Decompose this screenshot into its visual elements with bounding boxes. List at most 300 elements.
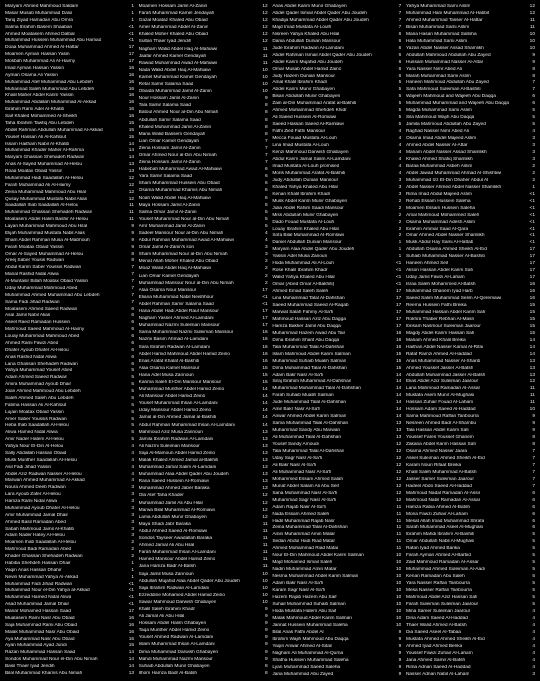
list-item [406,393,535,399]
victim-age: 5 [265,202,268,208]
victim-name: Ahmed Muhammad Tasser Al-Hattar [405,17,483,23]
list-item [139,274,268,280]
victim-age: 4 [532,608,535,614]
victim-age: 13 [396,421,402,427]
list-item [5,32,134,38]
victim-age: 6 [131,334,134,339]
victim-name: Ibrahim Rami Adel Al-Khatib [5,107,65,113]
victim-name: Issam Haitham Nabil Al-Khatib [5,141,70,147]
victim-name: Abdel Rahman Samir Salama Saad [138,301,214,307]
list-item [272,206,401,212]
victim-age: 13 [529,372,535,378]
victim-age: 16 [396,330,402,336]
victim-name: Malak Mahmoud Abdel Karim Salman [272,615,352,621]
list-item [139,61,268,67]
victim-age: 14 [262,422,268,428]
list-item [272,303,401,309]
victim-name: Taha Ibrahim Tawfiq Abu Lebdeh [5,120,74,126]
victim-name: Judy Abdullah Dunian Mansour [272,177,339,183]
victim-age: 10 [396,601,402,607]
victim-name: Muhammad Ghassan Shehadeh Radwan [5,210,93,216]
victim-age: 17 [529,247,535,253]
list-item [272,609,401,615]
victim-name: Amer Saber Youssis Radwan [5,416,67,422]
victim-name: Omar (Abed Omar Al-Bakhiti) [272,282,335,288]
victim-name: Anas Abdel Karim Munir Ghabayen [272,4,347,9]
list-item [139,543,268,549]
victim-age: 8 [265,103,268,109]
victim-age: 5 [398,94,402,100]
victim-name: Mahmoud Nadal Ramadan Al-Assir [405,490,481,496]
victim-age: 17 [128,52,134,58]
victim-name: Hadil Muhammad Rajab Nasr [272,518,335,524]
victim-age: 9 [532,59,535,65]
victim-name: Omar Al-Sayed Muhammad Al-Helou [5,251,84,257]
list-item [139,564,268,570]
victim-age: 5 [398,108,402,114]
list-item [406,435,535,441]
victim-age: 6 [398,66,402,72]
list-item [406,352,535,358]
victim-name: Marwat Salah Fahmy Al-Sa'fi [272,309,334,315]
victim-name: Hossam Adam Saeed Al-Haddad [405,407,476,413]
list-item [406,470,535,476]
victim-name: Imad Ayman Hassan Yassin [5,65,64,71]
victim-name: Saif Khaled Mohammed Al-Sheikh [5,114,78,119]
victim-name: Sham Muhammad Nour al-Din Abu Nimah [138,252,228,258]
victim-age: 10 [396,581,402,587]
list-item [272,46,401,52]
victim-name: Nada Essam Ahmed Saleh [272,511,330,517]
victim-age: 16 [262,358,268,364]
list-item [272,498,401,504]
list-item [5,355,134,361]
victim-age: 12 [128,196,134,202]
list-item [139,352,268,358]
victim-name: Ola Atef Taha Khader [138,493,184,499]
list-item [272,4,401,10]
victim-name: Sama Fadi Jihad Radwan [5,299,60,305]
list-item [139,408,268,414]
victim-age: 12 [396,483,402,489]
list-item [5,114,134,120]
list-item [272,428,401,434]
victim-name: Marwan Ahmed Muhammad Al-Akkad [5,478,85,484]
victim-name: Sondos Tayseer Awadallah Baraka [138,536,212,542]
victim-age: 2 [265,280,268,286]
list-item [5,38,134,44]
victim-name: Hoda Muhammad Ali Al-Louh [272,261,334,267]
list-item [139,316,268,322]
victim-name: Rafan Iyad Ahmed Barika [405,546,460,552]
victim-age: 11 [262,53,268,59]
victim-name: Moaz Walid Abdel Haq Al-Mahiawi [138,266,211,272]
victim-name: Marwa Bilal Muhammad Al-Romiawi [138,507,215,513]
victim-age: 10 [262,592,268,598]
victim-name: Lina Imad Mustafa Al-Louh [272,143,329,149]
victim-age: 16 [396,344,402,350]
victim-name: Jaafar Ahmed Kamel Gendayah [138,53,207,59]
victim-age: 6 [131,320,134,326]
victim-age: 6 [131,361,134,367]
list-item [406,11,535,17]
list-item [406,87,535,93]
victim-age: 16 [128,622,134,628]
victim-name: Lian Omar Kamel Gendayah [138,273,199,279]
victim-name: Ahmed Jamal Ali Abu Hilal [138,543,195,549]
victim-name: Omar Ahmed Nour al-Din Abu Nimah [138,152,217,158]
victim-age: 13 [128,670,134,676]
list-item [272,553,401,559]
victim-age: 11 [262,543,268,549]
victim-age: 6 [398,31,402,37]
victim-name: Amer Muhammad Abdel Al-Zanin [138,25,209,31]
list-item [272,456,401,462]
victim-age: 14 [396,414,402,420]
list-item [139,593,268,599]
victim-name: Hamza Bakker Jamil Abu Daqqa [272,323,341,329]
victim-age: <1 [529,198,535,204]
victim-age: 4 [532,129,535,135]
victim-name: Walid Yahya Khaled Abu Hilal [272,275,335,281]
victim-name: Zeina Hossam Jamil Al-Zanin [138,160,201,166]
victim-name: Saadallah Ihab Saadallah Al-Helou [5,203,79,209]
victim-age: 7 [532,483,535,489]
victim-age: 15 [262,372,268,378]
victim-age: 6 [131,313,134,319]
victim-age: 2 [398,233,402,239]
victim-age: 11 [530,400,535,406]
victim-age: 3 [131,526,134,532]
victim-age: 11 [396,532,402,538]
victim-name: Hamza Rabia Ahmed Al-Batsh [405,504,470,510]
victim-age: 11 [262,521,268,527]
list-item [406,240,535,246]
victim-age: 16 [128,79,134,85]
victim-age: 10 [396,608,402,614]
victim-name: Zain al-Din Muhammad Arafat al-Bakhiti [272,101,357,107]
victim-name: Ibrahim Ammar Saad Al-Qara [405,226,469,232]
victim-name: Abdel Qader Ismail Abdel Qader Abu Joudeh [272,10,367,16]
victim-name: Asad Muhammad Jamal Dhair [5,602,70,608]
victim-age: 10 [262,599,268,605]
victim-age: 6 [265,167,268,173]
list-item [5,107,134,113]
list-item [139,515,268,521]
list-item [5,197,134,203]
victim-age: 6 [398,52,402,58]
victim-age: <1 [128,602,134,608]
victim-name: Salma Omar Jamil Al-Zanin [138,209,197,215]
victim-age: 6 [131,354,134,360]
victim-name: Mahdi Muhammad Nazmi Mansour [138,656,213,662]
list-item [139,252,268,258]
list-item [5,396,134,402]
victim-name: Saeed Muhammad Saeed Al-Raqab [272,302,349,308]
list-item [406,331,535,337]
list-item [5,368,134,374]
list-item [5,671,134,677]
victim-name: Muhammad Abdallah Muhammad Al-Akkad [5,100,97,106]
victim-age: 6 [265,195,268,201]
victim-name: Ahmed Iyad Ahmed Berika [405,643,463,649]
victim-age: 1 [131,10,134,16]
victim-age: 5 [532,122,535,128]
victim-age: 10 [529,31,535,37]
victim-name: Osama Imad Abdel Majeed Aslim [405,136,477,142]
list-item [406,463,535,469]
victim-name: Imad Mustafa Al-Louh promised [272,163,340,169]
list-item [139,188,268,194]
victim-age: 7 [265,138,268,144]
victim-age: 8 [532,442,535,448]
list-item [5,458,134,464]
list-item [139,387,268,393]
victim-age: 8 [265,663,268,669]
victim-name: Marah Muhammad Sami Aslim [405,73,471,79]
victim-name: Youssef Fawzi Zuhair Al-Laham [405,650,473,656]
victim-name: Obaida Muhammad Jamil Al-Zanin [138,89,212,95]
list-item [272,470,401,476]
list-item [139,32,268,38]
victim-age: 16 [262,330,268,336]
victim-age: 11 [530,24,535,30]
list-item [272,275,401,281]
victim-name: Khaled Moher Khaled Abu Obaid [138,32,208,38]
victim-name: Miss Abdullah Munir Ghabayen [272,212,339,218]
victim-age: 8 [265,131,268,137]
victim-age: 17 [396,289,402,295]
list-item [139,160,268,166]
victim-age: 9 [265,96,268,102]
victim-name: Osama Muhammad Khamis Abu Nimah [138,188,223,194]
list-item [139,572,268,578]
victim-age: 14 [262,387,268,393]
victim-age: 12 [262,25,268,31]
victim-name: Musk Abdul Hay Sami Al-Hattab [405,240,474,246]
victim-age: 7 [532,476,535,482]
victim-name: Razan Muhammad Hassan Saad [5,650,76,656]
victim-age: <1 [529,191,535,197]
victim-age: 17 [262,287,268,293]
victim-age: 8 [532,73,535,79]
victim-name: Saja Ibrahim Radwan Al-Lamdani [138,585,210,591]
victim-name: Muhammad Mansour Nour al-Din Abu Nimah [138,280,234,286]
victim-name: Omar Jamil Al-Zanin's son [138,245,194,251]
victim-age: 9 [532,414,535,420]
victim-age: 11 [262,60,268,66]
list-item [5,87,134,93]
victim-name: Rima Adnan Saeed Al-Haddad [405,664,471,670]
victim-age: 9 [265,621,268,627]
victim-age: 6 [532,497,535,503]
list-item [139,415,268,421]
list-item [139,224,268,230]
victim-age: 17 [529,254,535,260]
victim-age: 16 [262,344,268,350]
victim-name: Hala Muhammad Sami Aslim [405,38,468,44]
victim-name: Dhafer Ayoub Dhafer Al-Helou [5,347,69,353]
list-item [272,366,401,372]
victim-name: Abdullah Samir Salama Saad [138,117,201,123]
list-item [139,394,268,400]
list-item [406,289,535,295]
list-item [272,644,401,650]
victim-age: 4 [532,629,535,635]
list-item [272,11,401,17]
victim-age: 5 [398,101,402,107]
victim-age: 2 [398,212,402,218]
victim-name: Zeina Hossam Jamil Al-Zanin [138,145,201,151]
name-column-2 [139,4,268,678]
victim-age: 17 [529,268,535,274]
victim-name: Muhammad Hani Muhammad Al-Habbit [405,10,490,16]
list-item [5,485,134,491]
victim-name: Ahmed Youssef Jasser Al-Batsh [405,365,474,371]
victim-age: 7 [131,292,134,298]
list-item [139,600,268,606]
victim-age: 5 [532,532,535,538]
list-item [5,327,134,333]
victim-age: 7 [131,279,134,284]
list-item [406,268,535,274]
victim-age: 2 [398,205,402,211]
victim-age: 12 [396,469,402,475]
victim-name: Yousef Ahmed Radwan Al-Lamdani [138,635,214,641]
victim-name: Mahmoud Saeed Mahmoud Al-Haimy [5,327,85,333]
list-item [406,672,535,678]
victim-name: Basil Thaer Iyad Jendih [5,664,55,669]
list-item [139,621,268,627]
list-item [406,567,535,573]
victim-name: Lama Abdullah Munir Ghabayen [138,514,207,520]
victim-name: Maya Shadi Jabr Baraka [138,521,191,527]
victim-age: 16 [262,351,268,357]
victim-name: Lian Omar Kamel Gendayah [138,138,199,144]
victim-name: Hana Adel Musa Zannoun [138,372,194,378]
victim-age: 12 [529,4,535,9]
victim-name: Habiba Shehdeh Hassan Dhair [5,560,71,566]
victim-name: Hamza Rami Nidal Aliwa [5,499,58,504]
victim-age: 14 [396,407,402,413]
victim-name: Moamen Essam Hussein Saleha [405,205,476,211]
victim-name: Yousef Muhammad Nour al-Din Abu Nimah [138,216,230,222]
list-item [272,421,401,427]
list-item [139,68,268,74]
victim-name: Lana Ghassan Shehadeh Radwan [5,361,78,367]
list-item [272,623,401,629]
victim-name: Yousef Sandy Amoudi [272,442,319,448]
victim-name: Khaled Yahya Khaled Abu Hilal [272,184,338,190]
victim-name: Haneen Ahmed Seif [405,261,449,267]
list-item [139,4,268,10]
victim-name: Abdel Jawad Muhammad Ahmad Al-Shishtiwi [405,170,502,176]
victim-age: 4 [398,156,402,162]
victim-age: 5 [398,115,402,121]
victim-age: 7 [131,299,134,305]
victim-age: 4 [131,478,134,484]
victim-age: 2 [265,259,268,265]
victim-name: Yassin Adel Musa Zanoun [272,254,328,260]
victim-age: 7 [532,87,535,93]
list-item [5,258,134,264]
victim-age: 6 [131,327,134,333]
victim-age: 10 [262,67,268,73]
victim-age: 13 [262,436,268,442]
list-item [272,67,401,73]
victim-name: Siraj Ibrahim Muhammad Al-Dahshan [272,379,352,385]
list-item [5,616,134,622]
victim-name: Roaa Moatax Obaid Yassin [5,169,63,174]
victim-age: 11 [530,386,535,392]
victim-name: Ayman Osama Ali Yassin [5,72,58,78]
victim-name: Khadija Muhammad Abdel Qader Abu Joudeh [272,17,369,23]
list-item [5,73,134,79]
victim-age: 15 [529,323,535,329]
victim-age: <1 [529,219,535,225]
victim-name: Sama Muhammad Nazmi Suleiman Mansour [138,330,234,336]
list-item [5,430,134,436]
victim-name: Malak Khaled Ahmed Jamal al-Bakhiti [138,458,219,463]
list-item [406,199,535,205]
victim-name: Saja Jamil Musa Zannoun [138,571,194,577]
victim-age: 16 [128,114,134,119]
list-item [139,437,268,443]
victim-age: 13 [262,486,268,492]
victim-name: Saja Al-Mamoun Abdel Hamid Zeino [138,450,216,456]
victim-name: Amir Nader Hatem Al-Helou [5,437,64,443]
victim-name: Farah Muhammad Kamel Jendayah [138,11,215,17]
victim-age: 5 [265,216,268,222]
list-item [139,380,268,386]
list-item [406,630,535,636]
victim-name: Nadin Muhammad Amin Matar [272,567,337,573]
victim-age: 9 [131,230,134,236]
victim-age: 13 [128,162,134,168]
list-item [406,658,535,664]
victim-age: 14 [262,394,268,400]
victim-name: Abdel Rahman Ismail Abdel Qader Abu Joudeh [272,52,372,58]
list-item [5,93,134,99]
list-item [406,421,535,427]
victim-name: Maryam Ghassan Shehadeh Radwan [5,155,85,161]
victim-age: 5 [532,553,535,559]
victim-name: Hazem Rajab Hazem Abu Saif [272,595,337,601]
victim-name: Muhammad Hazem Awad Abu Tair [272,330,346,336]
victim-name: Abdel Karim Mujahid Abu Joudeh [272,59,343,65]
victim-age: 7 [398,24,402,30]
victim-name: Abdullah Mahmoud Abdullah Abu Zayed [405,52,491,58]
victim-name: Muhammad Izz El-Din Dhaher Abdul Al [405,177,489,183]
victim-name: Nour El-Din Mahmoud Abdel Karim Salman [272,553,364,559]
victim-name: Aseel Raed Ramadan Hussein [5,320,71,326]
victim-age: 12 [262,11,268,17]
list-item [5,148,134,154]
victim-age: 14 [396,400,402,406]
list-item [406,595,535,601]
list-item [406,32,535,38]
victim-age: 12 [128,189,134,195]
list-item [139,288,268,294]
list-item [406,525,535,531]
list-item [406,609,535,615]
victim-age: 10 [262,571,268,577]
victim-age: 2 [532,163,535,169]
victim-age: 9 [265,635,268,641]
list-item [272,53,401,59]
victim-age: 11 [396,518,402,524]
victim-age: 5 [131,430,134,436]
